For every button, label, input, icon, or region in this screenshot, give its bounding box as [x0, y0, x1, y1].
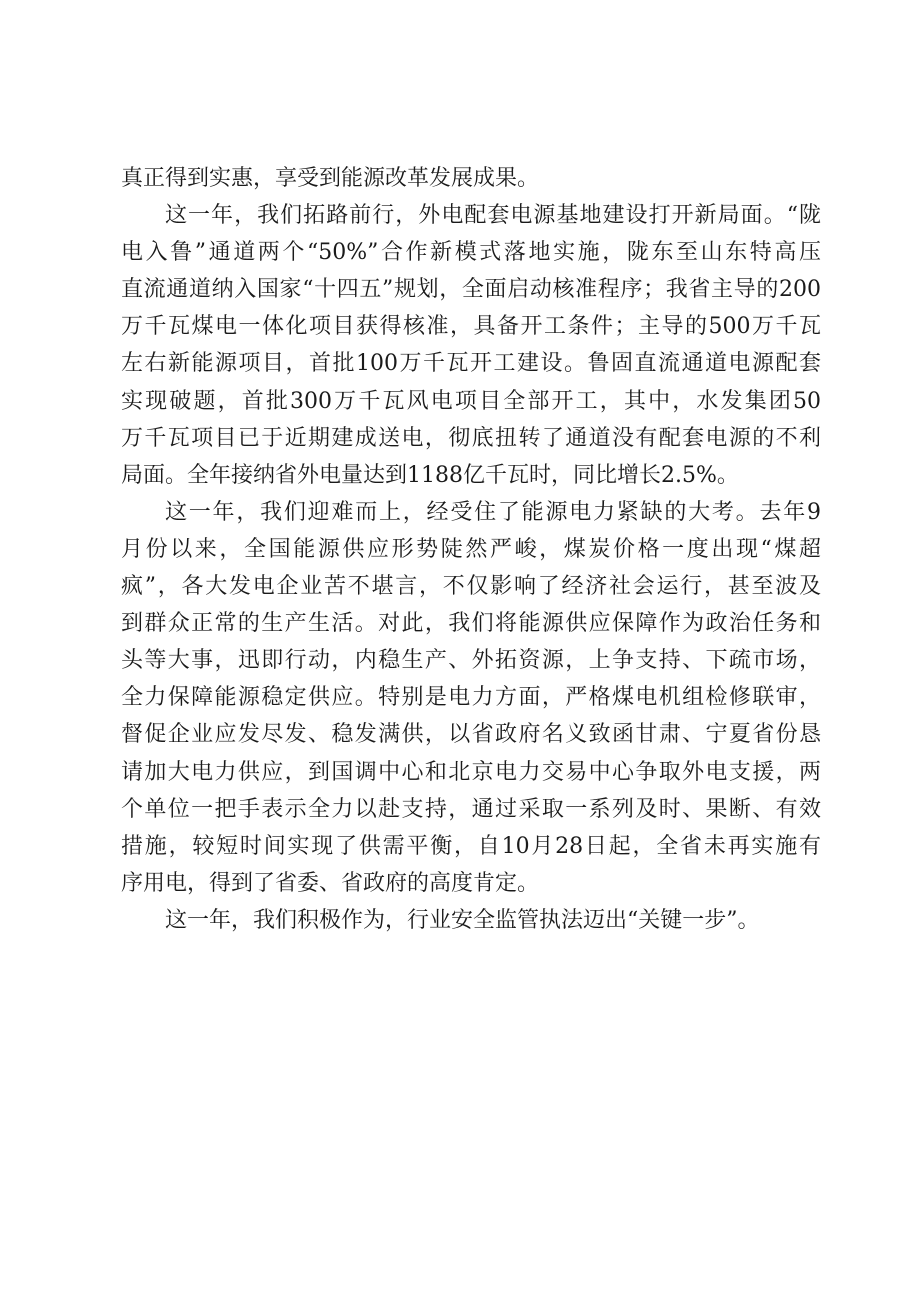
text-line: 这一年，我们拓路前行，外电配套电源基地建设打开新局面。“陇	[165, 203, 821, 229]
text-line: 疯”，各大发电企业苦不堪言，不仅影响了经济社会运行，甚至波及	[121, 574, 821, 600]
text-line: 实现破题，首批300万千瓦风电项目全部开工，其中，水发集团50	[121, 388, 821, 414]
text-line: 全力保障能源稳定供应。特别是电力方面，严格煤电机组检修联审，	[121, 685, 821, 711]
text-line: 月份以来，全国能源供应形势陡然严峻，煤炭价格一度出现“煤超	[121, 536, 821, 562]
text-line: 左右新能源项目，首批100万千瓦开工建设。鲁固直流通道电源配套	[121, 351, 821, 377]
text-line: 头等大事，迅即行动，内稳生产、外拓资源，上争支持、下疏市场，	[121, 648, 821, 674]
text-line: 局面。全年接纳省外电量达到1188亿千瓦时，同比增长2.5%。	[121, 462, 739, 488]
document-body	[121, 160, 821, 939]
paragraph	[121, 160, 821, 197]
paragraph	[121, 197, 821, 494]
text-line: 督促企业应发尽发、稳发满供，以省政府名义致函甘肃、宁夏省份恳	[121, 722, 821, 748]
text-line: 万千瓦煤电一体化项目获得核准，具备开工条件；主导的500万千瓦	[121, 314, 821, 340]
text-line: 直流通道纳入国家“十四五”规划，全面启动核准程序；我省主导的200	[121, 277, 821, 303]
text-line: 序用电，得到了省委、省政府的高度肯定。	[121, 870, 540, 896]
text-line: 措施，较短时间实现了供需平衡，自10月28日起，全省未再实施有	[121, 833, 821, 859]
text-line: 到群众正常的生产生活。对此，我们将能源供应保障作为政治任务和	[121, 611, 821, 637]
text-line: 这一年，我们迎难而上，经受住了能源电力紧缺的大考。去年9	[165, 499, 821, 525]
text-line: 这一年，我们积极作为，行业安全监管执法迈出“关键一步”。	[165, 907, 760, 933]
text-line: 万千瓦项目已于近期建成送电，彻底扭转了通道没有配套电源的不利	[121, 425, 821, 451]
text-line: 真正得到实惠，享受到能源改革发展成果。	[121, 166, 540, 191]
paragraph	[121, 494, 821, 902]
text-line: 请加大电力供应，到国调中心和北京电力交易中心争取外电支援，两	[121, 759, 821, 785]
paragraph	[121, 902, 821, 939]
text-line: 个单位一把手表示全力以赴支持，通过采取一系列及时、果断、有效	[121, 796, 821, 822]
text-line: 电入鲁”通道两个“50%”合作新模式落地实施，陇东至山东特高压	[121, 240, 821, 266]
